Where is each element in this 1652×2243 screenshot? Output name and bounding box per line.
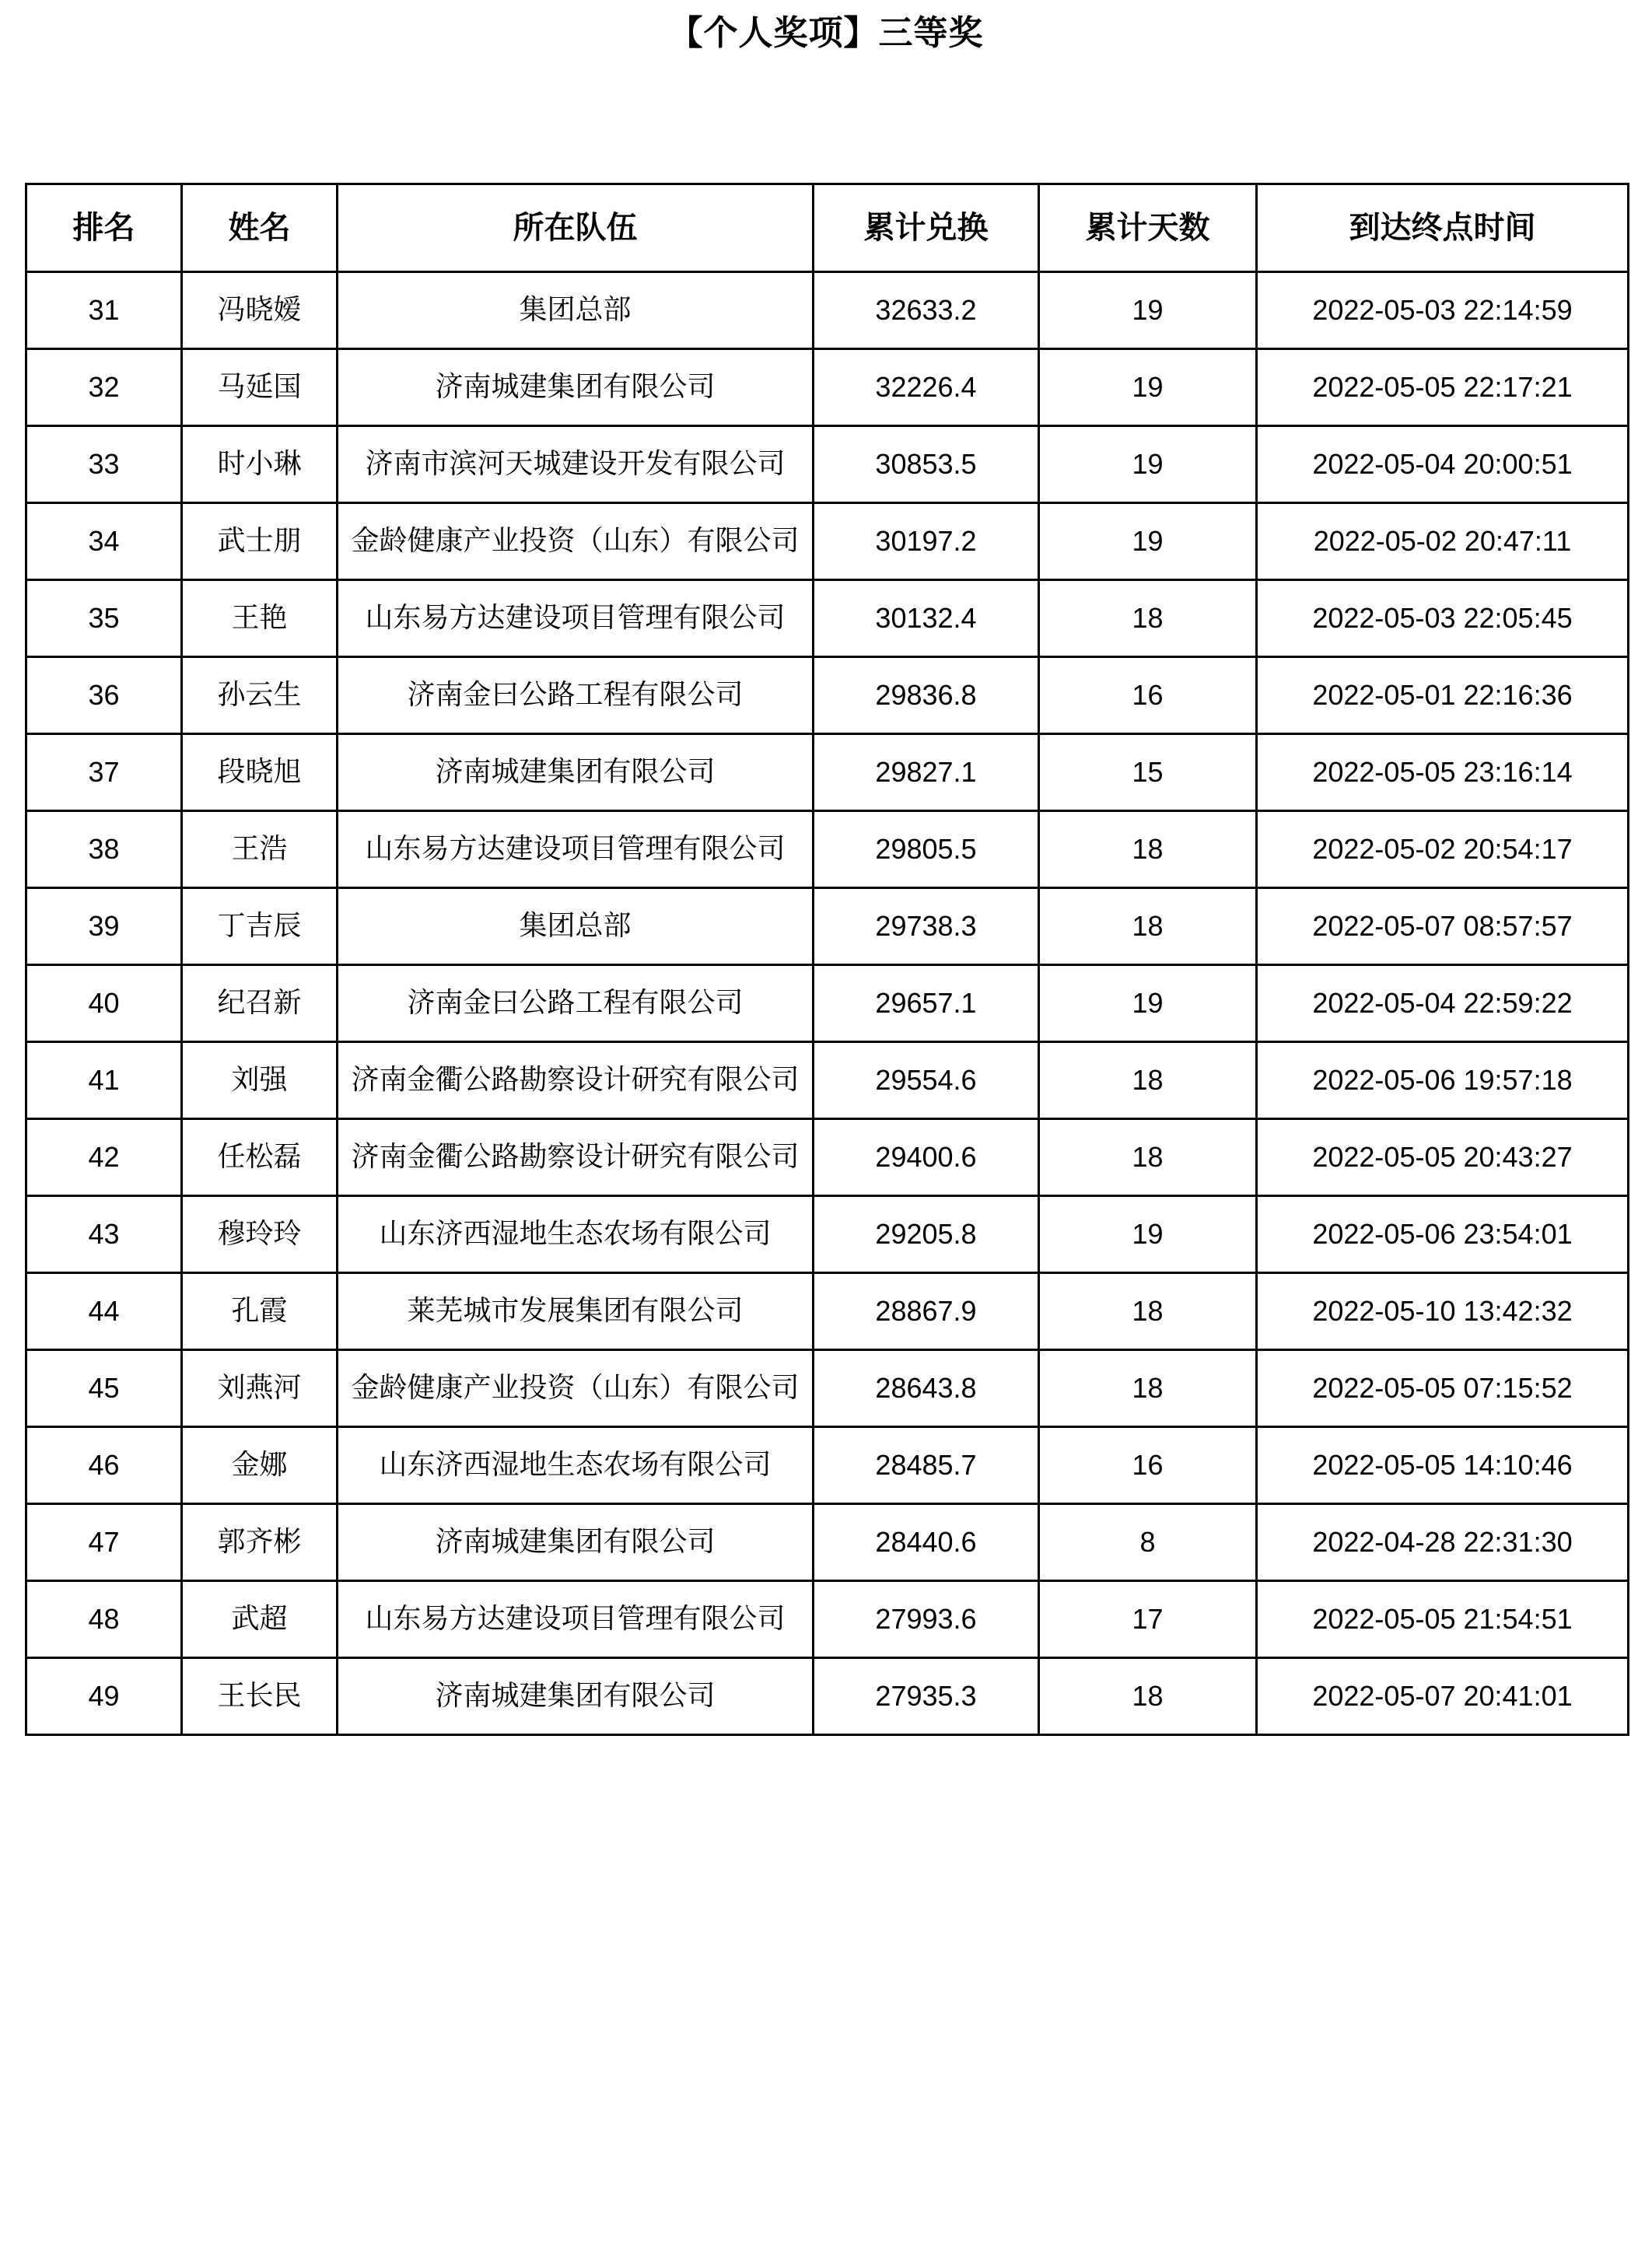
page-title: 【个人奖项】三等奖 — [668, 14, 984, 52]
cell-points: 28440.6 — [814, 1504, 1039, 1581]
cell-days: 18 — [1039, 1658, 1257, 1735]
cell-name: 马延国 — [182, 349, 338, 426]
column-header-points: 累计兑换 — [814, 184, 1039, 272]
table-header-row — [26, 184, 1629, 272]
cell-finish-time: 2022-05-10 13:42:32 — [1257, 1273, 1629, 1350]
cell-team: 济南金曰公路工程有限公司 — [338, 657, 814, 734]
cell-points: 32633.2 — [814, 272, 1039, 349]
table-row — [26, 965, 1629, 1042]
cell-days: 19 — [1039, 1196, 1257, 1273]
table-row — [26, 272, 1629, 349]
cell-name: 段晓旭 — [182, 734, 338, 811]
cell-team: 济南金衢公路勘察设计研究有限公司 — [338, 1042, 814, 1119]
cell-finish-time: 2022-04-28 22:31:30 — [1257, 1504, 1629, 1581]
cell-rank: 47 — [26, 1504, 182, 1581]
cell-team: 济南市滨河天城建设开发有限公司 — [338, 426, 814, 503]
column-header-finish-time: 到达终点时间 — [1257, 184, 1629, 272]
table-row — [26, 1196, 1629, 1273]
cell-team: 金龄健康产业投资（山东）有限公司 — [338, 503, 814, 580]
cell-finish-time: 2022-05-01 22:16:36 — [1257, 657, 1629, 734]
cell-team: 济南城建集团有限公司 — [338, 1504, 814, 1581]
award-table-container — [25, 55, 1627, 1736]
cell-team: 山东易方达建设项目管理有限公司 — [338, 580, 814, 657]
cell-points: 29400.6 — [814, 1119, 1039, 1196]
cell-points: 27935.3 — [814, 1658, 1039, 1735]
cell-name: 武超 — [182, 1581, 338, 1658]
cell-rank: 46 — [26, 1427, 182, 1504]
column-header-rank: 排名 — [26, 184, 182, 272]
column-header-team: 所在队伍 — [338, 184, 814, 272]
table-row — [26, 426, 1629, 503]
cell-points: 30132.4 — [814, 580, 1039, 657]
cell-finish-time: 2022-05-02 20:47:11 — [1257, 503, 1629, 580]
cell-team: 济南金衢公路勘察设计研究有限公司 — [338, 1119, 814, 1196]
cell-points: 30197.2 — [814, 503, 1039, 580]
table-row — [26, 811, 1629, 888]
cell-rank: 36 — [26, 657, 182, 734]
cell-rank: 37 — [26, 734, 182, 811]
cell-days: 18 — [1039, 1273, 1257, 1350]
cell-finish-time: 2022-05-03 22:14:59 — [1257, 272, 1629, 349]
cell-team: 山东济西湿地生态农场有限公司 — [338, 1427, 814, 1504]
cell-rank: 43 — [26, 1196, 182, 1273]
cell-rank: 35 — [26, 580, 182, 657]
cell-days: 19 — [1039, 272, 1257, 349]
cell-name: 武士朋 — [182, 503, 338, 580]
cell-name: 金娜 — [182, 1427, 338, 1504]
cell-team: 山东易方达建设项目管理有限公司 — [338, 1581, 814, 1658]
cell-days: 15 — [1039, 734, 1257, 811]
table-row — [26, 888, 1629, 965]
cell-name: 刘强 — [182, 1042, 338, 1119]
cell-rank: 40 — [26, 965, 182, 1042]
cell-points: 32226.4 — [814, 349, 1039, 426]
cell-days: 16 — [1039, 657, 1257, 734]
cell-rank: 42 — [26, 1119, 182, 1196]
cell-days: 19 — [1039, 503, 1257, 580]
cell-name: 王浩 — [182, 811, 338, 888]
cell-days: 16 — [1039, 1427, 1257, 1504]
cell-name: 冯晓嫒 — [182, 272, 338, 349]
cell-rank: 38 — [26, 811, 182, 888]
cell-team: 山东济西湿地生态农场有限公司 — [338, 1196, 814, 1273]
cell-days: 18 — [1039, 1350, 1257, 1427]
cell-finish-time: 2022-05-07 08:57:57 — [1257, 888, 1629, 965]
cell-rank: 31 — [26, 272, 182, 349]
cell-rank: 44 — [26, 1273, 182, 1350]
cell-name: 穆玲玲 — [182, 1196, 338, 1273]
cell-rank: 39 — [26, 888, 182, 965]
cell-days: 18 — [1039, 580, 1257, 657]
table-row — [26, 734, 1629, 811]
column-header-name: 姓名 — [182, 184, 338, 272]
table-row — [26, 349, 1629, 426]
cell-team: 莱芜城市发展集团有限公司 — [338, 1273, 814, 1350]
cell-rank: 48 — [26, 1581, 182, 1658]
cell-rank: 32 — [26, 349, 182, 426]
cell-days: 18 — [1039, 1042, 1257, 1119]
table-row — [26, 1119, 1629, 1196]
cell-days: 17 — [1039, 1581, 1257, 1658]
cell-points: 29554.6 — [814, 1042, 1039, 1119]
cell-team: 集团总部 — [338, 272, 814, 349]
cell-name: 刘燕河 — [182, 1350, 338, 1427]
cell-name: 王艳 — [182, 580, 338, 657]
cell-team: 济南城建集团有限公司 — [338, 1658, 814, 1735]
cell-rank: 33 — [26, 426, 182, 503]
cell-finish-time: 2022-05-07 20:41:01 — [1257, 1658, 1629, 1735]
table-body — [26, 272, 1629, 1735]
table-row — [26, 503, 1629, 580]
cell-points: 27993.6 — [814, 1581, 1039, 1658]
cell-finish-time: 2022-05-05 20:43:27 — [1257, 1119, 1629, 1196]
column-header-days: 累计天数 — [1039, 184, 1257, 272]
cell-name: 任松磊 — [182, 1119, 338, 1196]
table-row — [26, 1658, 1629, 1735]
cell-team: 金龄健康产业投资（山东）有限公司 — [338, 1350, 814, 1427]
cell-days: 18 — [1039, 811, 1257, 888]
table-row — [26, 1042, 1629, 1119]
table-row — [26, 1273, 1629, 1350]
cell-points: 29827.1 — [814, 734, 1039, 811]
table-row — [26, 1581, 1629, 1658]
cell-points: 28867.9 — [814, 1273, 1039, 1350]
cell-name: 纪召新 — [182, 965, 338, 1042]
table-row — [26, 657, 1629, 734]
award-ranking-table — [25, 183, 1629, 1736]
cell-rank: 41 — [26, 1042, 182, 1119]
cell-rank: 34 — [26, 503, 182, 580]
cell-days: 8 — [1039, 1504, 1257, 1581]
table-row — [26, 1427, 1629, 1504]
cell-team: 集团总部 — [338, 888, 814, 965]
cell-name: 时小琳 — [182, 426, 338, 503]
cell-finish-time: 2022-05-02 20:54:17 — [1257, 811, 1629, 888]
cell-finish-time: 2022-05-05 22:17:21 — [1257, 349, 1629, 426]
cell-team: 山东易方达建设项目管理有限公司 — [338, 811, 814, 888]
table-row — [26, 1350, 1629, 1427]
cell-finish-time: 2022-05-04 20:00:51 — [1257, 426, 1629, 503]
cell-points: 29805.5 — [814, 811, 1039, 888]
cell-name: 丁吉辰 — [182, 888, 338, 965]
cell-rank: 45 — [26, 1350, 182, 1427]
cell-points: 28485.7 — [814, 1427, 1039, 1504]
cell-days: 19 — [1039, 426, 1257, 503]
cell-name: 王长民 — [182, 1658, 338, 1735]
cell-team: 济南城建集团有限公司 — [338, 349, 814, 426]
cell-team: 济南城建集团有限公司 — [338, 734, 814, 811]
cell-days: 18 — [1039, 888, 1257, 965]
cell-points: 29205.8 — [814, 1196, 1039, 1273]
table-header — [26, 184, 1629, 272]
cell-points: 29738.3 — [814, 888, 1039, 965]
cell-points: 29836.8 — [814, 657, 1039, 734]
table-row — [26, 1504, 1629, 1581]
cell-name: 孙云生 — [182, 657, 338, 734]
cell-finish-time: 2022-05-06 23:54:01 — [1257, 1196, 1629, 1273]
cell-name: 郭齐彬 — [182, 1504, 338, 1581]
cell-finish-time: 2022-05-03 22:05:45 — [1257, 580, 1629, 657]
cell-days: 18 — [1039, 1119, 1257, 1196]
cell-rank: 49 — [26, 1658, 182, 1735]
cell-finish-time: 2022-05-06 19:57:18 — [1257, 1042, 1629, 1119]
cell-points: 30853.5 — [814, 426, 1039, 503]
cell-finish-time: 2022-05-05 14:10:46 — [1257, 1427, 1629, 1504]
cell-finish-time: 2022-05-05 23:16:14 — [1257, 734, 1629, 811]
cell-name: 孔霞 — [182, 1273, 338, 1350]
table-row — [26, 580, 1629, 657]
cell-points: 29657.1 — [814, 965, 1039, 1042]
cell-days: 19 — [1039, 349, 1257, 426]
cell-team: 济南金曰公路工程有限公司 — [338, 965, 814, 1042]
cell-finish-time: 2022-05-04 22:59:22 — [1257, 965, 1629, 1042]
cell-days: 19 — [1039, 965, 1257, 1042]
cell-finish-time: 2022-05-05 21:54:51 — [1257, 1581, 1629, 1658]
cell-finish-time: 2022-05-05 07:15:52 — [1257, 1350, 1629, 1427]
cell-points: 28643.8 — [814, 1350, 1039, 1427]
